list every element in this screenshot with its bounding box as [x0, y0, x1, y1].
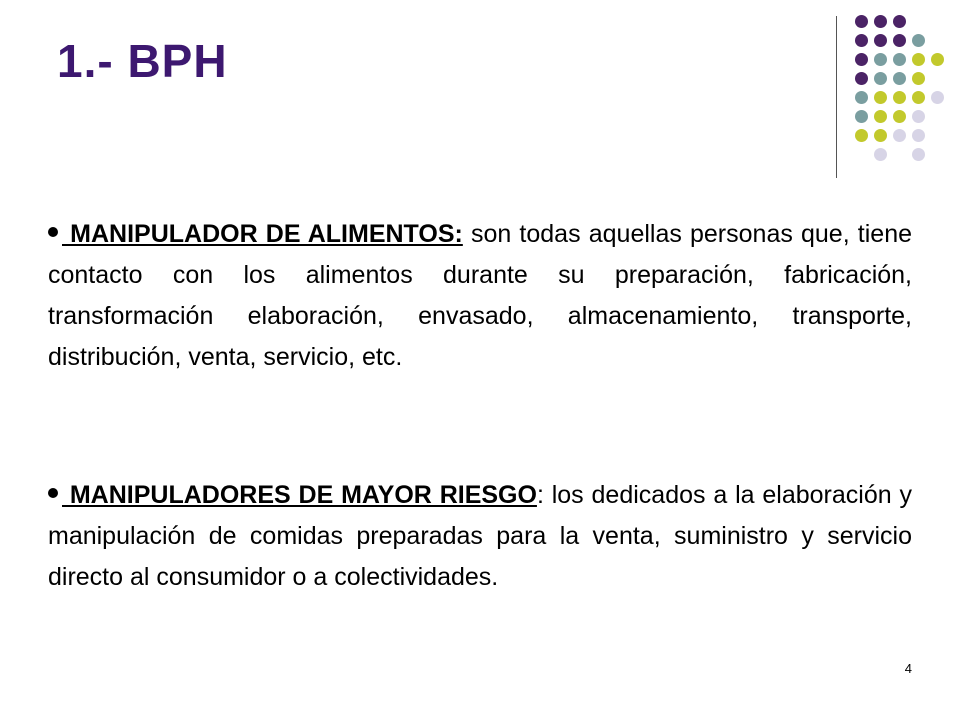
decorative-dot [874, 110, 887, 123]
decorative-dot [912, 34, 925, 47]
decorative-dot [912, 110, 925, 123]
vertical-divider [836, 16, 837, 178]
decorative-dot [874, 129, 887, 142]
slide-title: 1.- BPH [57, 35, 228, 87]
decorative-dot [912, 91, 925, 104]
decorative-dot [855, 34, 868, 47]
decorative-dot [874, 15, 887, 28]
decorative-dot [874, 53, 887, 66]
decorative-dot [931, 91, 944, 104]
decorative-dot [855, 129, 868, 142]
decorative-dot [855, 110, 868, 123]
decorative-dot [893, 91, 906, 104]
decorative-dot [893, 110, 906, 123]
bullet-term: MANIPULADORES DE MAYOR RIESGO [62, 481, 537, 509]
decorative-dot [874, 91, 887, 104]
bullet-dot-icon [48, 488, 58, 498]
decorative-dot [893, 72, 906, 85]
decorative-dot [912, 148, 925, 161]
decorative-dot [855, 72, 868, 85]
bullet-definition: : los dedicados a la elaboración y manipulación de comidas preparadas para la venta, suministro y servicio directo al consumidor o a colectividades. [48, 481, 912, 591]
decorative-dot [931, 53, 944, 66]
decorative-dot [893, 34, 906, 47]
decorative-dot [874, 34, 887, 47]
bullet-definition: son todas aquellas personas que, tiene contacto con los alimentos durante su preparación, fabricación, transformación elaboración, envasado, almacenamiento, transporte, distribución, venta, servicio, etc. [48, 220, 913, 371]
bullet-dot-icon [48, 227, 58, 237]
bullet-term: MANIPULADOR DE ALIMENTOS: [62, 220, 463, 248]
decorative-dot [893, 53, 906, 66]
decorative-dot [893, 129, 906, 142]
decorative-dot [893, 15, 906, 28]
page-number: 4 [904, 661, 912, 676]
decorative-dot [855, 91, 868, 104]
decorative-dot [912, 129, 925, 142]
decorative-dot [874, 72, 887, 85]
decorative-dot [912, 72, 925, 85]
decorative-dot [855, 15, 868, 28]
decorative-dot [874, 148, 887, 161]
decorative-dot [855, 53, 868, 66]
bullet-item-manipulador [48, 214, 912, 378]
bullet-item-mayor-riesgo [48, 475, 912, 598]
decorative-dot [912, 53, 925, 66]
